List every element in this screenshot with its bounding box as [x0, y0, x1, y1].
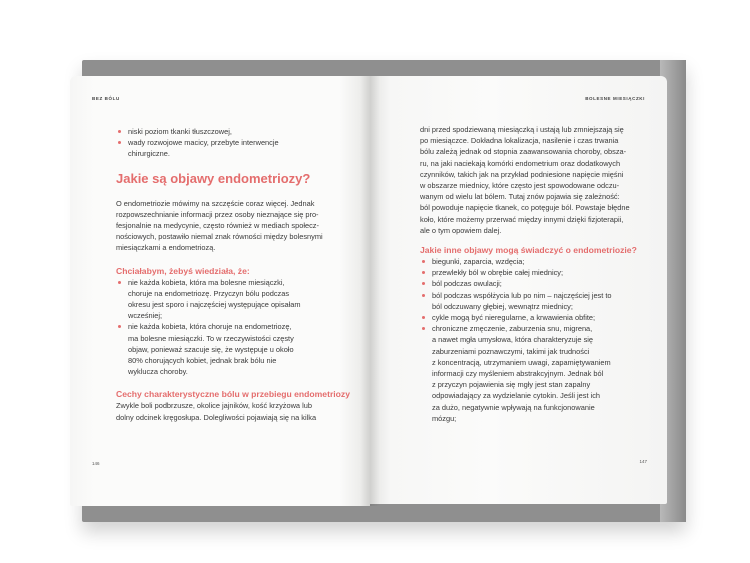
list-item	[420, 323, 630, 424]
text-line: wyklucza choroby.	[128, 367, 188, 377]
left-page-content	[116, 126, 361, 423]
text-line: choruje na endometriozę. Przyczyn bólu podczas	[128, 288, 290, 298]
bullet-dot-icon	[422, 327, 425, 330]
text-line: dni przed spodziewaną miesiączką i ustają lub zmniejszają się	[420, 125, 624, 134]
text-line: wady rozwojowe macicy, przebyte interwencje	[128, 138, 279, 148]
list-item	[420, 290, 630, 312]
text-line: Zwykle boli podbrzusze, okolice jajników, kość krzyżowa lub	[116, 401, 312, 411]
subheading: Chciałabym, żebyś wiedziała, że:	[116, 265, 250, 276]
text-line: O endometriozie mówimy na szczęście coraz więcej. Jednak	[116, 198, 315, 208]
list-item	[420, 256, 630, 267]
text-line: wcześniej;	[128, 311, 163, 321]
text-line: chirurgiczne.	[128, 149, 170, 159]
text-line: 80% chorujących kobiet, jednak brak bólu nie	[128, 356, 277, 366]
text-line: a nawet mgła umysłowa, która charakteryzuje się	[432, 335, 594, 345]
bullet-dot-icon	[118, 130, 121, 133]
text-line: mózgu;	[432, 413, 457, 423]
bullet-dot-icon	[422, 294, 425, 297]
text-line: biegunki, zaparcia, wzdęcia;	[432, 257, 525, 267]
text-line: w obszarze miednicy, które często jest spowodowane odczu-	[420, 181, 620, 191]
right-page	[370, 76, 667, 504]
text-line: rozpowszechnianie informacji przez osoby nieznające się pro-	[116, 209, 319, 219]
text-line: z przyczyn pojawienia się mgły jest stan zapalny	[432, 380, 591, 390]
text-line: zaburzeniami poznawczymi, takimi jak trudności	[432, 346, 590, 356]
list-item	[116, 277, 361, 322]
text-line: z koncentracją, utrzymaniem uwagi, zapamiętywaniem	[432, 357, 611, 367]
text-line: ból podczas współżycia lub po nim – najczęściej jest to	[432, 290, 612, 300]
text-line: nie każda kobieta, która choruje na endometriozę,	[128, 322, 292, 332]
bullet-dot-icon	[422, 271, 425, 274]
text-line: po miesiączce. Dokładna lokalizacja, nasilenie i czas trwania	[420, 136, 619, 146]
text-line: przewlekły ból w obrębie całej miednicy;	[432, 268, 564, 278]
text-line: bólu zależą jednak od stopnia zaawansowania choroby, obsza-	[420, 147, 627, 157]
subheading: Cechy charakterystyczne bólu w przebiegu endometriozy	[116, 389, 351, 400]
text-line: nościowych, postawiło niemal znak równości między bolesnymi	[116, 232, 323, 242]
text-line: ale o tym opowiem dalej.	[420, 225, 502, 235]
text-line: objaw, ponieważ szacuje się, że występuje u około	[128, 344, 294, 354]
page-number-right: 147	[639, 459, 647, 464]
list-item	[420, 312, 630, 323]
bullet-dot-icon	[118, 281, 121, 284]
bullet-dot-icon	[118, 141, 121, 144]
bullet-dot-icon	[118, 325, 121, 328]
text-line: wanym od wielu lat bólem. Tutaj znów pojawia się zależność:	[420, 192, 620, 202]
bullet-dot-icon	[422, 282, 425, 285]
section-heading: Jakie są objawy endometriozy?	[116, 170, 311, 186]
subheading: Jakie inne objawy mogą świadczyć o endometriozie?	[420, 245, 637, 256]
text-line: cykle mogą być nieregularne, a krwawienia obfite;	[432, 313, 596, 323]
paragraph	[420, 124, 630, 236]
text-line: odpowiadający za wydzielanie cytokin. Jeśli jest ich	[432, 391, 601, 401]
left-page	[70, 76, 370, 506]
running-head-left: BEZ BÓLU	[92, 96, 120, 101]
list-item	[420, 267, 630, 278]
text-line: nie każda kobieta, która ma bolesne miesiączki,	[128, 277, 285, 287]
text-line: okresu jest sporo i najczęściej występujące opisałam	[128, 300, 301, 310]
right-page-content	[420, 124, 637, 424]
list-item	[116, 126, 361, 137]
text-line: informacji czy myśleniem abstrakcyjnym. Jednak ból	[432, 369, 604, 379]
bullet-dot-icon	[422, 260, 425, 263]
list-item	[420, 278, 630, 289]
page-number-left: 146	[92, 461, 100, 466]
text-line: chroniczne zmęczenie, zaburzenia snu, migrena,	[432, 324, 593, 334]
text-line: ból odczuwany głębiej, wewnątrz miednicy;	[432, 301, 573, 311]
paragraph	[116, 198, 361, 254]
text-line: czynników, takich jak na przykład podniesione napięcie mięśni	[420, 169, 624, 179]
running-head-right: BOLESNE MIESIĄCZKI	[585, 96, 645, 101]
text-line: koło, które możemy przerwać między innymi dzięki fizjoterapii,	[420, 214, 624, 224]
text-line: niski poziom tkanki tłuszczowej,	[128, 127, 232, 136]
bullet-dot-icon	[422, 316, 425, 319]
list-item	[116, 137, 361, 159]
list-item	[116, 321, 361, 377]
text-line: dolny odcinek kręgosłupa. Dolegliwości pojawiają się na kilka	[116, 412, 317, 422]
text-line: ból powoduje napięcie tkanek, co potęguje ból. Powstaje błędne	[420, 203, 630, 213]
text-line: fesjonalnie na medycynie, często również w mediach społecz-	[116, 221, 319, 231]
text-line: ból podczas owulacji;	[432, 279, 502, 289]
book-gutter-shadow	[360, 76, 380, 506]
paragraph	[116, 400, 361, 422]
text-line: ma bolesne miesiączki. To w rzeczywistości częsty	[128, 333, 294, 343]
text-line: miesiączkami a endometriozą.	[116, 243, 216, 253]
text-line: ru, na jaki naciekają komórki endometrium oraz dodatkowych	[420, 158, 621, 168]
text-line: za dużo, negatywnie wpływają na funkcjonowanie	[432, 402, 595, 412]
